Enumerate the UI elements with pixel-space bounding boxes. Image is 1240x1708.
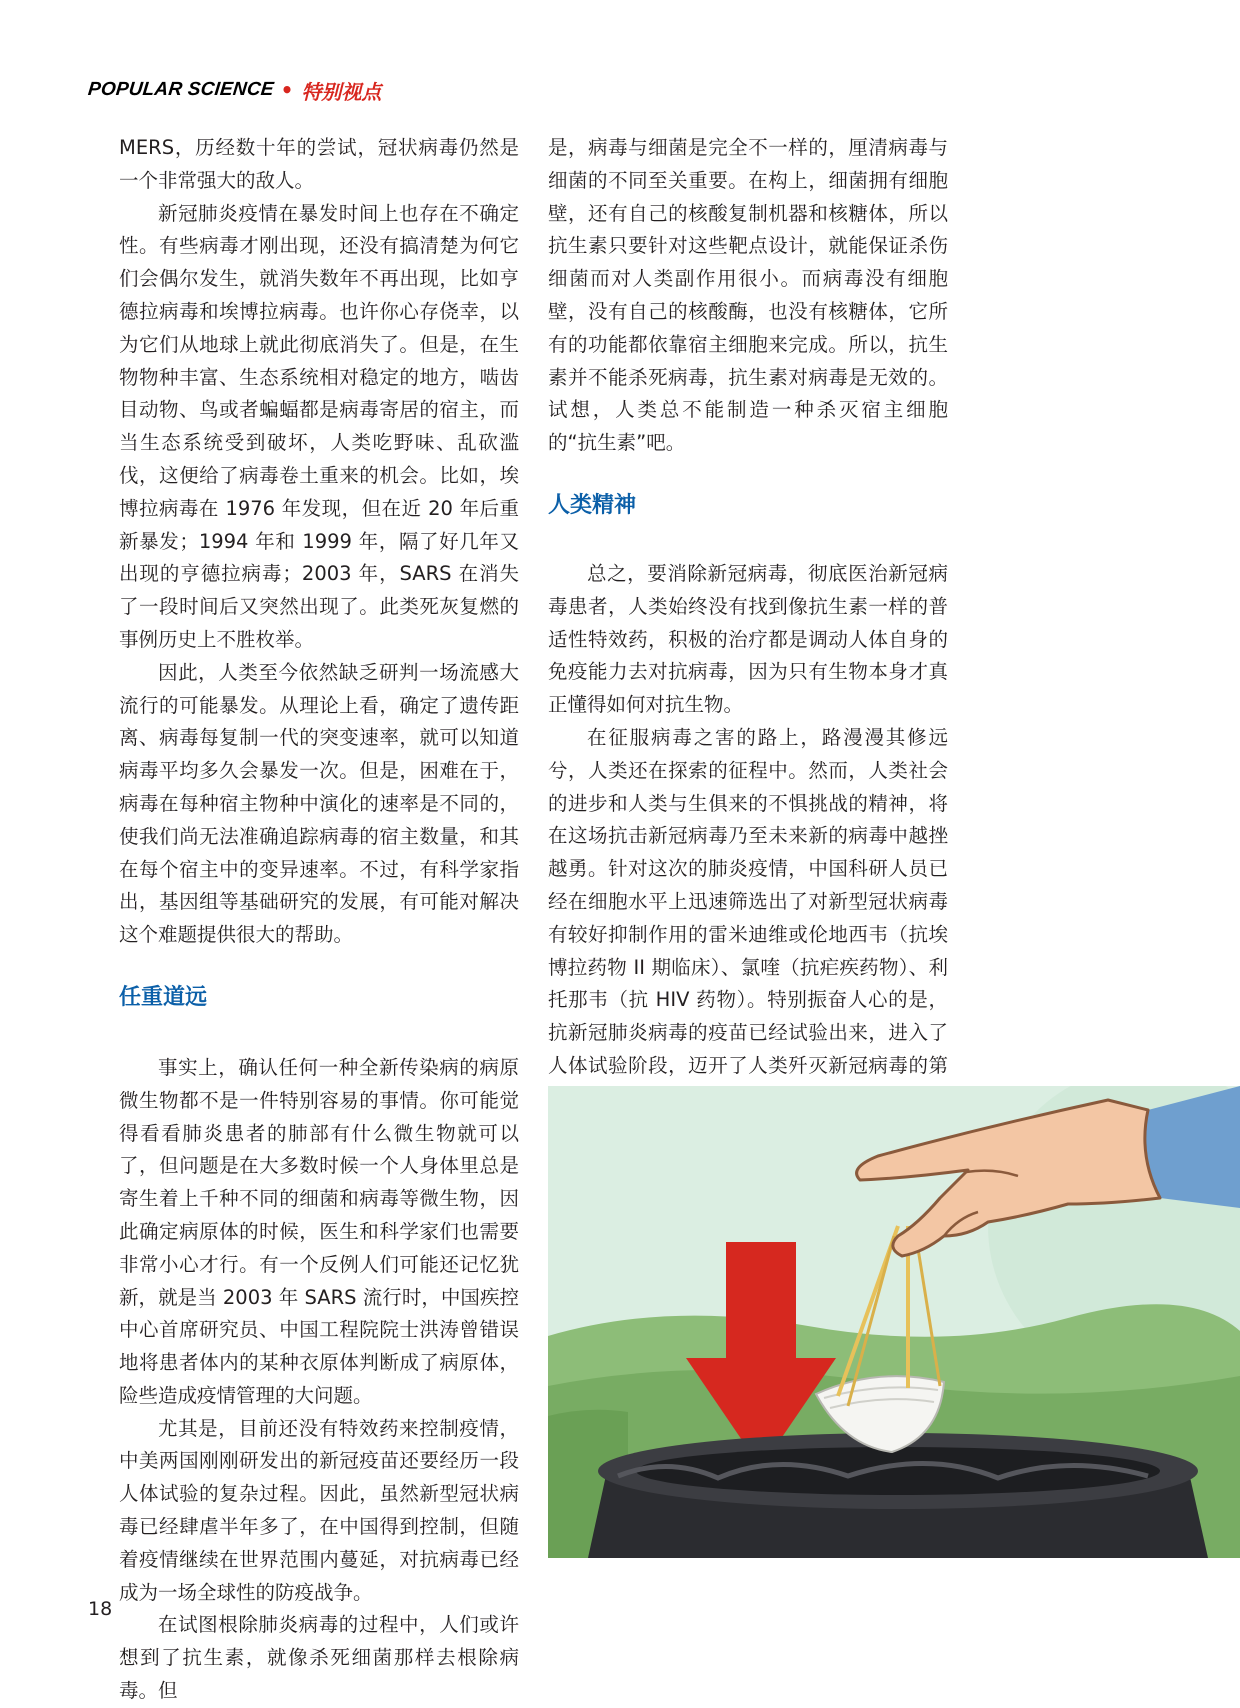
trash-bin-icon (588, 1433, 1208, 1558)
header-separator: • (280, 78, 294, 102)
paragraph: 尤其是，目前还没有特效药来控制疫情，中美两国刚刚研发出的新冠疫苗还要经历一段人体试验的复杂过程。因此，虽然新型冠状病毒已经肆虐半年多了，在中国得到控制，但随着疫情继续在世界范围内蔓延，对抗病毒已经成为一场全球性的防疫战争。 (119, 1416, 519, 1604)
left-column (119, 132, 519, 1708)
section-heading: 任重道远 (119, 984, 208, 1010)
paragraph: 在试图根除肺炎病毒的过程中，人们或许想到了抗生素，就像杀死细菌那样去根除病毒。但 (119, 1613, 519, 1703)
paragraph: 总之，要消除新冠病毒，彻底医治新冠病毒患者，人类始终没有找到像抗生素一样的普适性特效药，积极的治疗都是调动人体自身的免疫能力去对抗病毒，因为只有生物本身才真正懂得如何对抗生物。 (548, 561, 948, 717)
mask-disposal-illustration (548, 1086, 1240, 1558)
section-name: 特别视点 (301, 79, 382, 104)
illustration-svg (548, 1086, 1240, 1558)
running-header (88, 76, 381, 104)
paragraph: 因此，人类至今依然缺乏研判一场流感大流行的可能暴发。从理论上看，确定了遗传距离、病毒每复制一代的突变速率，就可以知道病毒平均多久会暴发一次。但是，困难在于，病毒在每种宿主物种中演化的速率是不同的，使我们尚无法准确追踪病毒的宿主数量，和其在每个宿主中的变异速率。不过，有科学家指出，基因组等基础研究的发展，有可能对解决这个难题提供很大的帮助。 (119, 660, 519, 947)
section-heading: 人类精神 (548, 492, 637, 518)
paragraph: 新冠肺炎疫情在暴发时间上也存在不确定性。有些病毒才刚出现，还没有搞清楚为何它们会偶尔发生，就消失数年不再出现，比如亨德拉病毒和埃博拉病毒。也许你心存侥幸，以为它们从地球上就此彻底消失了。但是，在生物物种丰富、生态系统相对稳定的地方，啮齿目动物、鸟或者蝙蝠都是病毒寄居的宿主，而当生态系统受到破坏，人类吃野味、乱砍滥伐，这便给了病毒卷土重来的机会。比如，埃博拉病毒在 1976 年发现，但在近 20 年后重新暴发；1994 年和 1999 年，隔了好几年又出现的亨德拉病毒；2003 年，SARS 在消失了一段时间后又突然出现了。此类死灰复燃的事例历史上不胜枚举。 (119, 201, 519, 651)
paragraph: 事实上，确认任何一种全新传染病的病原微生物都不是一件特别容易的事情。你可能觉得看看肺炎患者的肺部有什么微生物就可以了，但问题是在大多数时候一个人身体里总是寄生着上千种不同的细菌和病毒等微生物，因此确定病原体的时候，医生和科学家们也需要非常小心才行。有一个反例人们可能还记忆犹新，就是当 2003 年 SARS 流行时，中国疾控中心首席研究员、中国工程院院士洪涛曾错误地将患者体内的某种衣原体判断成了病原体，险些造成疫情管理的大问题。 (119, 1055, 519, 1407)
right-column (548, 132, 948, 1150)
paragraph: 在征服病毒之害的路上，路漫漫其修远兮，人类还在探索的征程中。然而，人类社会的进步和人类与生俱来的不惧挑战的精神，将在这场抗击新冠病毒乃至未来新的病毒中越挫越勇。针对这次的肺炎疫情，中国科研人员已经在细胞水平上迅速筛选出了对新型冠状病毒有较好抑制作用的雷米迪维或伦地西韦（抗埃博拉药物 II 期临床）、氯喹（抗疟疾药物）、利托那韦（抗 HIV 药物）。特别振奋人心的是，抗新冠肺炎病毒的疫苗已经试验出来，进入了人体试验阶段，迈开了人类歼灭新冠病毒的第 (548, 725, 948, 1077)
paragraph: 是，病毒与细菌是完全不一样的，厘清病毒与细菌的不同至关重要。在构上，细菌拥有细胞壁，还有自己的核酸复制机器和核糖体，所以抗生素只要针对这些靶点设计，就能保证杀伤细菌而对人类副作用很小。而病毒没有细胞壁，没有自己的核酸酶，也没有核糖体，它所有的功能都依靠宿主细胞来完成。所以，抗生素并不能杀死病毒，抗生素对病毒是无效的。试想，人类总不能制造一种杀灭宿主细胞的“抗生素”吧。 (548, 136, 948, 455)
paragraph: MERS，历经数十年的尝试，冠状病毒仍然是一个非常强大的敌人。 (119, 136, 519, 192)
magazine-brand: POPULAR SCIENCE (86, 79, 275, 100)
page-number: 18 (88, 1598, 113, 1620)
